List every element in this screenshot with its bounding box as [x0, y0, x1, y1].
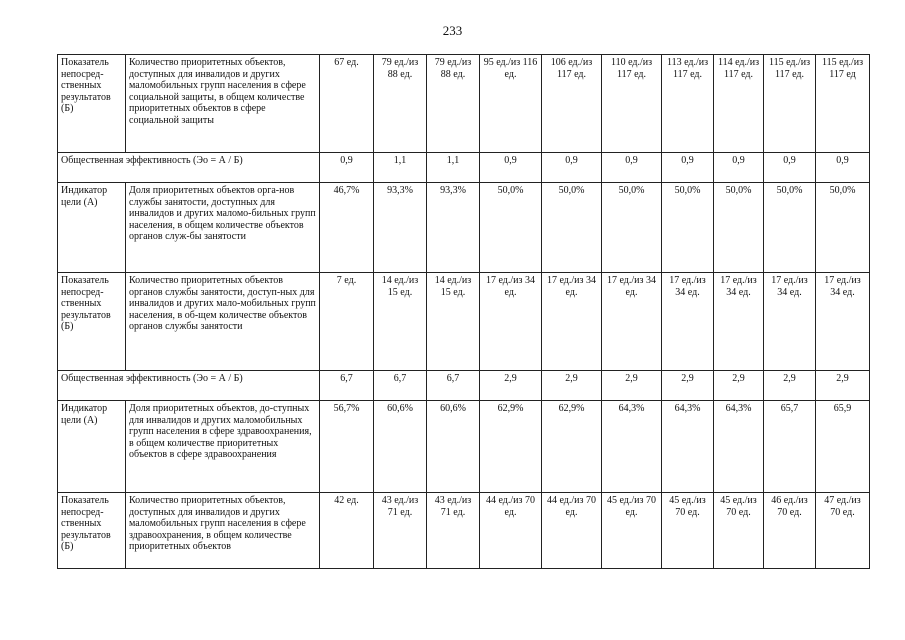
value-cell: 2,9	[602, 371, 662, 401]
value-cell: 114 ед./из 117 ед.	[714, 55, 764, 153]
value-cell: 0,9	[602, 153, 662, 183]
value-cell: 93,3%	[427, 183, 480, 273]
value-cell: 50,0%	[764, 183, 816, 273]
value-cell: 42 ед.	[320, 493, 374, 569]
value-cell: 44 ед./из 70 ед.	[480, 493, 542, 569]
value-cell: 45 ед./из 70 ед.	[602, 493, 662, 569]
value-cell: 7 ед.	[320, 273, 374, 371]
value-cell: 44 ед./из 70 ед.	[542, 493, 602, 569]
value-cell: 115 ед./из 117 ед.	[764, 55, 816, 153]
value-cell: 2,9	[542, 371, 602, 401]
row-label: Показатель непосред-ственных результатов (Б)	[58, 273, 126, 371]
value-cell: 50,0%	[816, 183, 870, 273]
value-cell: 50,0%	[542, 183, 602, 273]
value-cell: 79 ед./из 88 ед.	[427, 55, 480, 153]
value-cell: 110 ед./из 117 ед.	[602, 55, 662, 153]
value-cell: 17 ед./из 34 ед.	[542, 273, 602, 371]
value-cell: 1,1	[427, 153, 480, 183]
page-number: 233	[442, 23, 463, 38]
value-cell: 17 ед./из 34 ед.	[816, 273, 870, 371]
value-cell: 14 ед./из 15 ед.	[374, 273, 427, 371]
row-description: Количество приоритетных объектов, доступных для инвалидов и других маломобильных групп населения в сфере социальной защиты, в общем количестве приоритетных объектов в сфере социальной защиты	[126, 55, 320, 153]
value-cell: 6,7	[320, 371, 374, 401]
indicator-row	[58, 183, 870, 273]
row-label: Показатель непосред-ственных результатов (Б)	[58, 493, 126, 569]
row-description: Доля приоритетных объектов орга-нов службы занятости, доступных для инвалидов и других маломо-бильных групп населения, в общем количестве объектов органов служ-бы занятости	[126, 183, 320, 273]
value-cell: 0,9	[816, 153, 870, 183]
value-cell: 46 ед./из 70 ед.	[764, 493, 816, 569]
value-cell: 50,0%	[714, 183, 764, 273]
value-cell: 2,9	[480, 371, 542, 401]
value-cell: 50,0%	[480, 183, 542, 273]
value-cell: 0,9	[542, 153, 602, 183]
value-cell: 6,7	[374, 371, 427, 401]
value-cell: 60,6%	[374, 401, 427, 493]
indicator-row	[58, 493, 870, 569]
value-cell: 17 ед./из 34 ед.	[714, 273, 764, 371]
value-cell: 0,9	[320, 153, 374, 183]
value-cell: 47 ед./из 70 ед.	[816, 493, 870, 569]
row-label: Индикатор цели (А)	[58, 401, 126, 493]
table-body	[58, 55, 870, 569]
value-cell: 45 ед./из 70 ед.	[662, 493, 714, 569]
value-cell: 45 ед./из 70 ед.	[714, 493, 764, 569]
value-cell: 0,9	[714, 153, 764, 183]
row-description: Доля приоритетных объектов, до-ступных для инвалидов и других маломобильных групп населения в сфере здравоохранения, в общем количестве приоритетных объектов в сфере здравоохранения	[126, 401, 320, 493]
value-cell: 64,3%	[602, 401, 662, 493]
value-cell: 2,9	[714, 371, 764, 401]
indicator-table	[57, 54, 870, 569]
value-cell: 106 ед./из 117 ед.	[542, 55, 602, 153]
value-cell: 115 ед./из 117 ед	[816, 55, 870, 153]
value-cell: 93,3%	[374, 183, 427, 273]
value-cell: 17 ед./из 34 ед.	[662, 273, 714, 371]
value-cell: 62,9%	[480, 401, 542, 493]
row-description: Количество приоритетных объектов, доступных для инвалидов и других маломобильных групп населения в сфере здравоохранения, в общем количестве приоритетных объектов	[126, 493, 320, 569]
value-cell: 64,3%	[662, 401, 714, 493]
value-cell: 0,9	[764, 153, 816, 183]
value-cell: 2,9	[764, 371, 816, 401]
efficiency-label: Общественная эффективность (Эо = А / Б)	[58, 371, 320, 401]
value-cell: 67 ед.	[320, 55, 374, 153]
indicator-row	[58, 401, 870, 493]
value-cell: 17 ед./из 34 ед.	[602, 273, 662, 371]
value-cell: 60,6%	[427, 401, 480, 493]
value-cell: 2,9	[662, 371, 714, 401]
value-cell: 50,0%	[662, 183, 714, 273]
value-cell: 6,7	[427, 371, 480, 401]
value-cell: 46,7%	[320, 183, 374, 273]
value-cell: 113 ед./из 117 ед.	[662, 55, 714, 153]
row-label: Индикатор цели (А)	[58, 183, 126, 273]
value-cell: 62,9%	[542, 401, 602, 493]
value-cell: 2,9	[816, 371, 870, 401]
value-cell: 1,1	[374, 153, 427, 183]
value-cell: 65,7	[764, 401, 816, 493]
row-label: Показатель непосред-ственных результатов (Б)	[58, 55, 126, 153]
value-cell: 17 ед./из 34 ед.	[764, 273, 816, 371]
value-cell: 50,0%	[602, 183, 662, 273]
row-description: Количество приоритетных объектов органов службы занятости, доступ-ных для инвалидов и других мало-мобильных групп населения, в об-щем количестве объектов органов службы занятости	[126, 273, 320, 371]
value-cell: 95 ед./из 116 ед.	[480, 55, 542, 153]
value-cell: 0,9	[480, 153, 542, 183]
value-cell: 14 ед./из 15 ед.	[427, 273, 480, 371]
value-cell: 65,9	[816, 401, 870, 493]
value-cell: 43 ед./из 71 ед.	[374, 493, 427, 569]
value-cell: 17 ед./из 34 ед.	[480, 273, 542, 371]
value-cell: 43 ед./из 71 ед.	[427, 493, 480, 569]
efficiency-row	[58, 153, 870, 183]
indicator-row	[58, 55, 870, 153]
value-cell: 56,7%	[320, 401, 374, 493]
indicator-row	[58, 273, 870, 371]
efficiency-label: Общественная эффективность (Эо = А / Б)	[58, 153, 320, 183]
value-cell: 79 ед./из 88 ед.	[374, 55, 427, 153]
efficiency-row	[58, 371, 870, 401]
value-cell: 64,3%	[714, 401, 764, 493]
value-cell: 0,9	[662, 153, 714, 183]
